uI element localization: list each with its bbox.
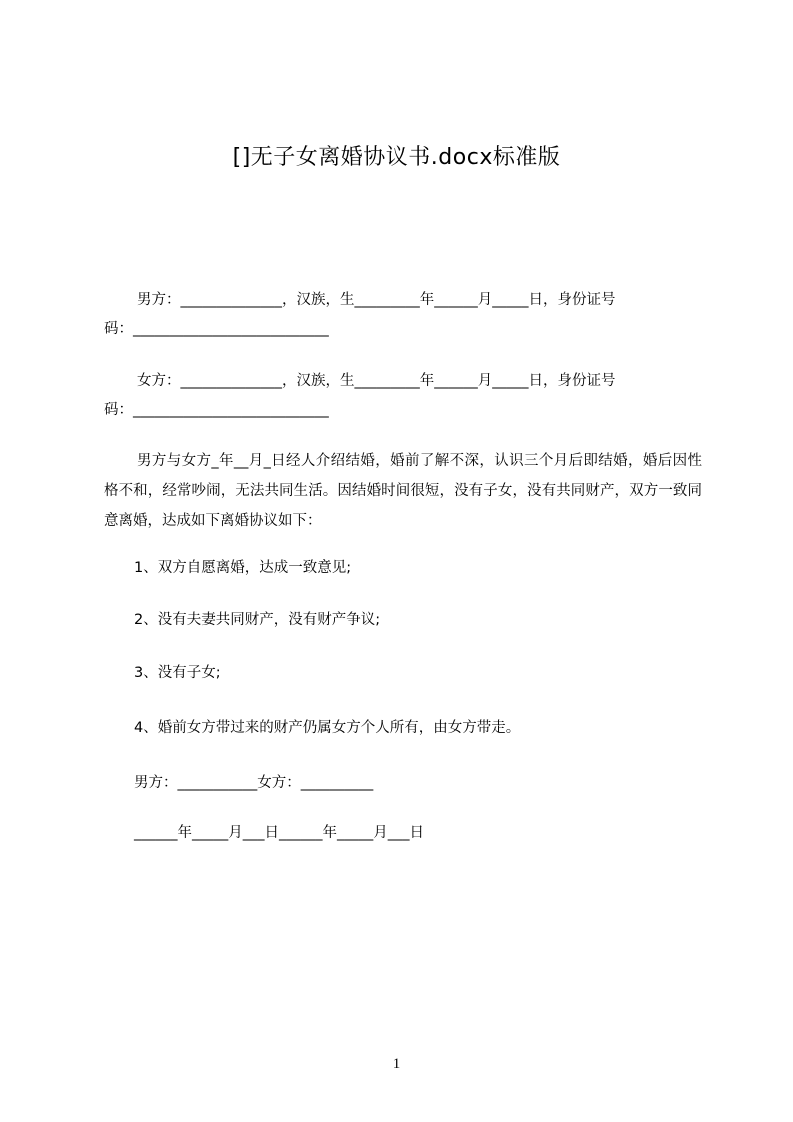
- clause-1: 1、双方自愿离婚，达成一致意见;: [134, 560, 352, 576]
- man-info-line-2: 码：___________________________: [104, 321, 329, 337]
- signature-line: 男方：___________女方：__________: [134, 775, 374, 791]
- clause-3: 3、没有子女;: [134, 665, 221, 681]
- background-paragraph: 男方与女方_年__月_日经人介绍结婚，婚前了解不深，认识三个月后即结婚，婚后因性格不和，经常吵闹，无法共同生活。因结婚时间很短，没有子女，没有共同财产，双方一致同意离婚，达成如下离婚协议如下：: [104, 453, 702, 529]
- man-info-line-1: 男方：______________，汉族，生_________年______月_____日，身份证号: [137, 292, 616, 308]
- clause-4: 4、婚前女方带过来的财产仍属女方个人所有，由女方带走。: [134, 720, 521, 736]
- woman-info-line-2: 码：___________________________: [104, 402, 329, 418]
- document-title: []无子女离婚协议书.docx标准版: [232, 145, 561, 170]
- page-number: 1: [392, 1056, 401, 1072]
- clause-2: 2、没有夫妻共同财产，没有财产争议;: [134, 612, 381, 628]
- woman-info-line-1: 女方：______________，汉族，生_________年______月_____日，身份证号: [137, 373, 616, 389]
- date-line: ______年_____月___日______年_____月___日: [134, 825, 424, 841]
